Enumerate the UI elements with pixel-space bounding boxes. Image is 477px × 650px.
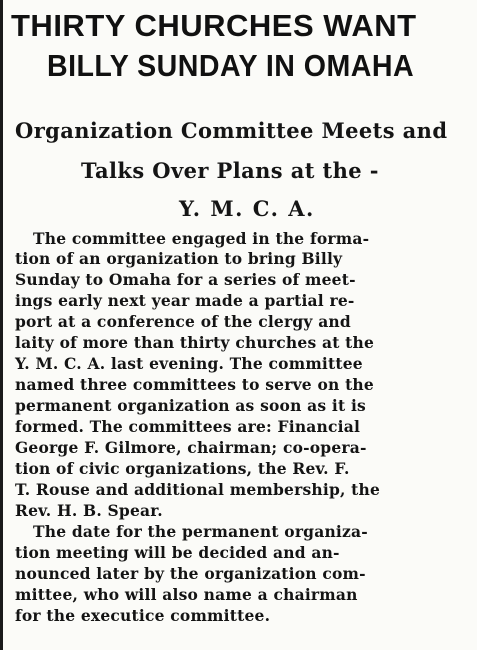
deck-line-2: Talks Over Plans at the -	[81, 158, 379, 183]
deck-line-3: Y. M. C. A.	[179, 196, 315, 221]
deck-line-1: Organization Committee Meets and	[15, 118, 448, 143]
body-line: George F. Gilmore, chairman; co-opera-	[15, 438, 367, 457]
body-line: Rev. H. B. Spear.	[15, 501, 163, 520]
body-line: The date for the permanent organiza-	[33, 522, 368, 541]
body-line: nounced later by the organization com-	[15, 564, 366, 583]
body-line: mittee, who will also name a chairman	[15, 585, 358, 604]
body-line: ings early next year made a partial re-	[15, 291, 355, 310]
body-line: permanent organization as soon as it is	[15, 396, 366, 415]
body-line: Y. M. C. A. last evening. The committee	[15, 354, 363, 373]
body-line: Sunday to Omaha for a series of meet-	[15, 270, 356, 289]
body-line: named three committees to serve on the	[15, 375, 374, 394]
body-line: tion of an organization to bring Billy	[15, 249, 343, 268]
body-line: port at a conference of the clergy and	[15, 312, 351, 331]
body-line: The committee engaged in the forma-	[33, 229, 370, 248]
body-line: T. Rouse and additional membership, the	[15, 480, 381, 499]
headline-line-1: THIRTY CHURCHES WANT	[11, 8, 417, 43]
body-line: tion of civic organizations, the Rev. F.	[15, 459, 350, 478]
body-line: formed. The committees are: Financial	[15, 417, 361, 436]
body-line: for the executice committee.	[15, 606, 271, 625]
headline-line-2: BILLY SUNDAY IN OMAHA	[47, 48, 415, 83]
body-line: laity of more than thirty churches at the	[15, 333, 375, 352]
body-line: tion meeting will be decided and an-	[15, 543, 340, 562]
